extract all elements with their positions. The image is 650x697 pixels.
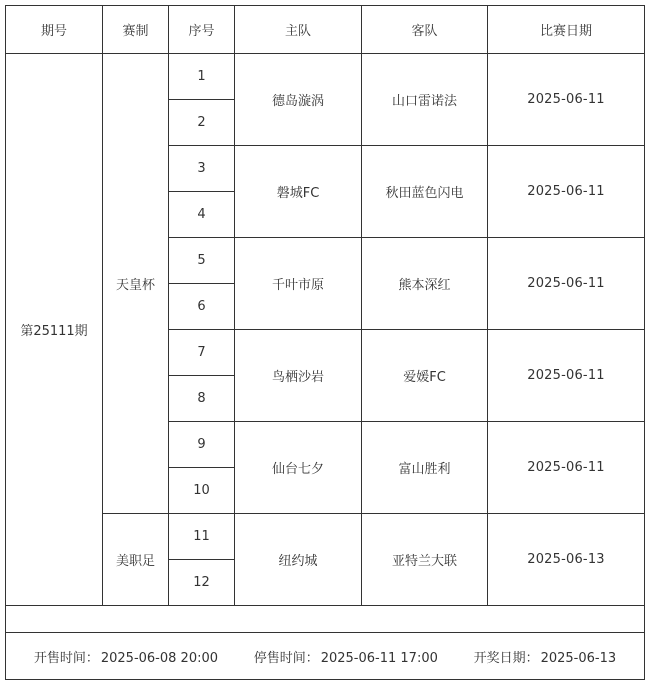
away-team-cell: 秋田蓝色闪电 — [362, 146, 488, 238]
spacer-row — [6, 606, 645, 633]
seq-cell: 2 — [169, 100, 235, 146]
away-team-cell: 爱媛FC — [362, 330, 488, 422]
away-team-cell: 富山胜利 — [362, 422, 488, 514]
header-period: 期号 — [6, 6, 103, 54]
match-date-cell: 2025-06-11 — [488, 54, 645, 146]
seq-cell: 9 — [169, 422, 235, 468]
header-away: 客队 — [362, 6, 488, 54]
header-date: 比赛日期 — [488, 6, 645, 54]
sale-start-group — [34, 647, 218, 666]
sale-stop-value: 2025-06-11 17:00 — [320, 650, 438, 666]
match-date-cell: 2025-06-11 — [488, 330, 645, 422]
header-format: 赛制 — [103, 6, 169, 54]
away-team-cell: 山口雷诺法 — [362, 54, 488, 146]
header-row — [6, 6, 645, 54]
seq-cell: 5 — [169, 238, 235, 284]
competition-mls: 美职足 — [103, 514, 169, 606]
home-team-cell: 鸟栖沙岩 — [235, 330, 362, 422]
seq-cell: 8 — [169, 376, 235, 422]
home-team-cell: 磐城FC — [235, 146, 362, 238]
footer-row — [6, 633, 645, 680]
home-team-cell: 仙台七夕 — [235, 422, 362, 514]
home-team-cell: 德岛漩涡 — [235, 54, 362, 146]
header-seq: 序号 — [169, 6, 235, 54]
sale-stop-label: 停售时间： — [253, 650, 319, 666]
home-team-cell: 纽约城 — [235, 514, 362, 606]
sale-start-label: 开售时间： — [33, 650, 99, 666]
sale-stop-group — [254, 647, 438, 666]
away-team-cell: 熊本深红 — [362, 238, 488, 330]
footer-info — [6, 647, 644, 666]
seq-cell: 12 — [169, 560, 235, 606]
competition-emperors-cup: 天皇杯 — [103, 54, 169, 514]
seq-cell: 1 — [169, 54, 235, 100]
header-home: 主队 — [235, 6, 362, 54]
seq-cell: 4 — [169, 192, 235, 238]
match-date-cell: 2025-06-11 — [488, 238, 645, 330]
draw-date-value: 2025-06-13 — [540, 650, 617, 666]
table-row — [6, 54, 645, 100]
away-team-cell: 亚特兰大联 — [362, 514, 488, 606]
schedule-table — [5, 5, 645, 680]
period-cell: 第25111期 — [6, 54, 103, 606]
footer-cell — [6, 633, 645, 680]
draw-date-label: 开奖日期： — [473, 650, 539, 666]
seq-cell: 7 — [169, 330, 235, 376]
seq-cell: 3 — [169, 146, 235, 192]
draw-date-group — [474, 647, 617, 666]
match-date-cell: 2025-06-11 — [488, 422, 645, 514]
match-date-cell: 2025-06-13 — [488, 514, 645, 606]
sale-start-value: 2025-06-08 20:00 — [100, 650, 219, 666]
match-date-cell: 2025-06-11 — [488, 146, 645, 238]
seq-cell: 6 — [169, 284, 235, 330]
spacer-cell — [6, 606, 645, 633]
seq-cell: 10 — [169, 468, 235, 514]
seq-cell: 11 — [169, 514, 235, 560]
home-team-cell: 千叶市原 — [235, 238, 362, 330]
